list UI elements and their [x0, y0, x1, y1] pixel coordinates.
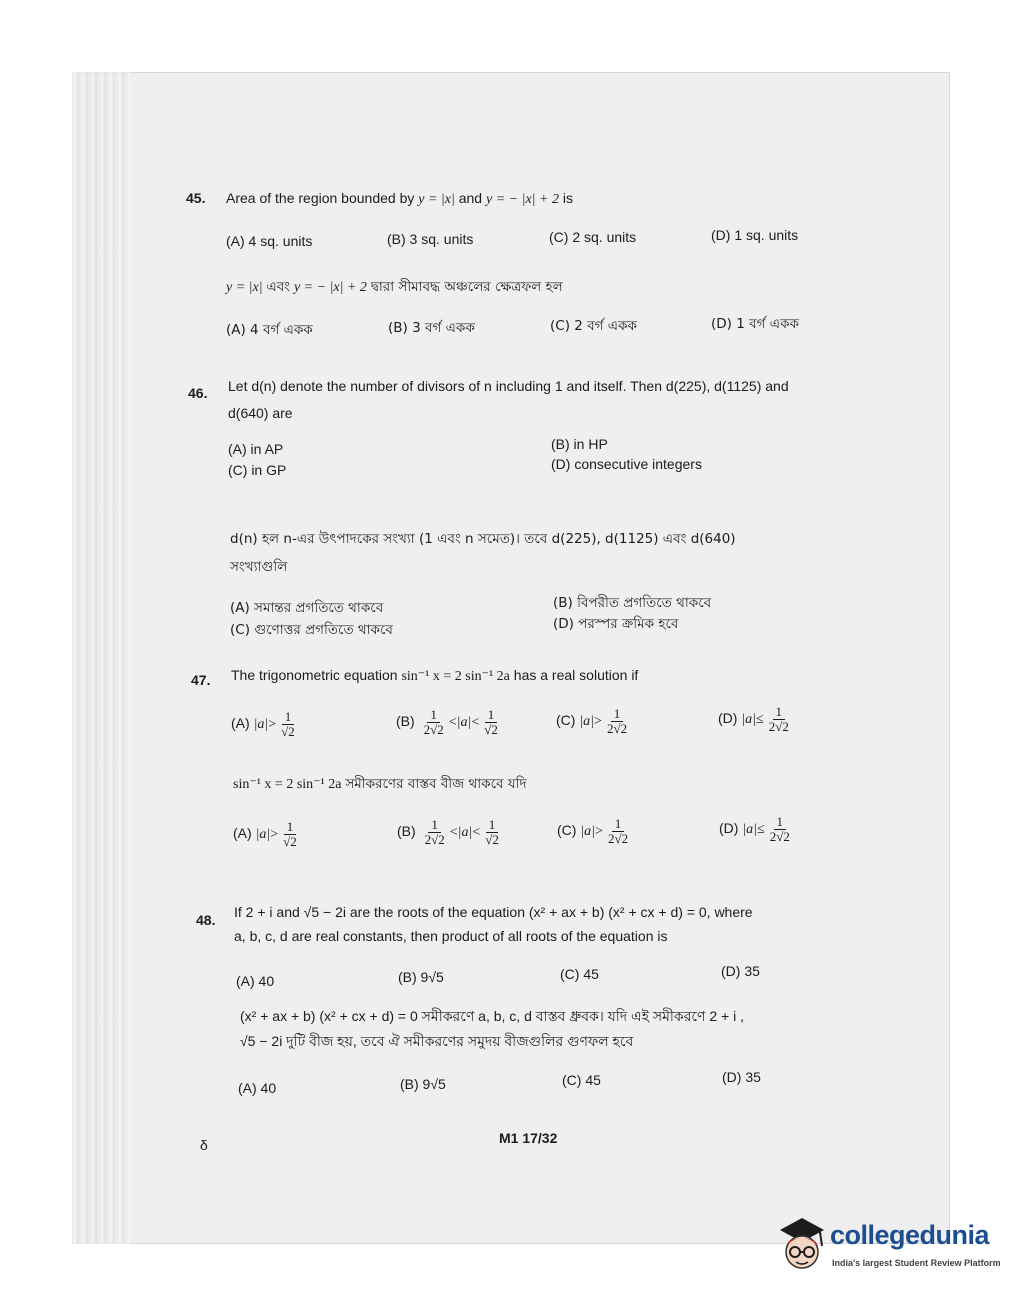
brand-name: collegedunia [830, 1220, 990, 1250]
question-number: 47. [191, 672, 211, 688]
option-c: (C) 2 sq. units [549, 229, 637, 245]
option-b-bn: (B) 3 বর্গ একক [388, 320, 475, 336]
brand-tagline: India's largest Student Review Platform [832, 1258, 1001, 1268]
option-a: (A) 40 [236, 973, 275, 989]
question-number: 45. [186, 190, 206, 206]
option-b: (B) 9√5 [398, 969, 444, 985]
option-a-bn: (A) সমান্তর প্রগতিতে থাকবে [230, 600, 384, 616]
option-b: (B) $\frac{1}{2√2}$ <|a|< $\frac{1}{√2}$ [396, 707, 498, 737]
question-number: 48. [196, 912, 216, 928]
option-c-bn: (C) 45 [562, 1072, 601, 1088]
option-d: (D) |a|≤ $\frac{1}{2√2}$ [718, 704, 789, 734]
question-48-text-en-line2: a, b, c, d are real constants, then product of all roots of the equation is [234, 928, 668, 944]
option-c-bn: (C) গুণোত্তর প্রগতিতে থাকবে [230, 622, 393, 638]
option-d-bn: (D) 1 বর্গ একক [711, 316, 799, 332]
option-d-bn: (D) পরস্পর ক্রমিক হবে [553, 616, 679, 632]
brand-watermark [772, 1212, 1002, 1282]
page-corner-mark: δ [200, 1137, 208, 1153]
page-code: M1 17/32 [499, 1130, 558, 1146]
question-48-text-en-line1: If 2 + i and √5 − 2i are the roots of the equation (x² + ax + b) (x² + cx + d) = 0, where [234, 904, 753, 920]
option-a-bn: (A) 4 বর্গ একক [226, 322, 313, 338]
option-b-bn: (B) বিপরীত প্রগতিতে থাকবে [553, 595, 712, 611]
option-b: (B) in HP [551, 436, 608, 452]
question-number: 46. [188, 385, 208, 401]
exam-page [72, 72, 950, 1244]
option-a: (A) |a|> $\frac{1}{√2}$ [231, 709, 295, 739]
option-c: (C) 45 [560, 966, 599, 982]
option-d-bn: (D) 35 [722, 1069, 761, 1085]
option-c: (C) |a|> $\frac{1}{2√2}$ [556, 706, 628, 736]
option-c: (C) in GP [228, 462, 287, 478]
page-binding-edge [72, 72, 130, 1244]
option-d-bn: (D) |a|≤ $\frac{1}{2√2}$ [719, 814, 790, 844]
option-c-bn: (C) |a|> $\frac{1}{2√2}$ [557, 816, 629, 846]
question-45-text-bn: y = |x| এবং y = − |x| + 2 দ্বারা সীমাবদ্ধ অঞ্চলের ক্ষেত্রফল হল [226, 279, 563, 295]
question-47-text-en: The trigonometric equation sin⁻¹ x = 2 sin⁻¹ 2a has a real solution if [231, 667, 639, 684]
question-46-text-bn-line1: d(n) হল n-এর উৎপাদকের সংখ্যা (1 এবং n সমেত)। তবে d(225), d(1125) এবং d(640) [230, 531, 736, 547]
option-d: (D) 1 sq. units [711, 227, 799, 243]
option-a: (A) 4 sq. units [226, 233, 313, 249]
option-b-bn: (B) 9√5 [400, 1076, 446, 1092]
question-46-text-en-line1: Let d(n) denote the number of divisors of n including 1 and itself. Then d(225), d(1125) and [228, 378, 789, 394]
question-46-text-en-line2: d(640) are [228, 405, 293, 421]
option-d: (D) 35 [721, 963, 760, 979]
option-a-bn: (A) |a|> $\frac{1}{√2}$ [233, 819, 297, 849]
option-a: (A) in AP [228, 441, 284, 457]
question-48-text-bn-line1: (x² + ax + b) (x² + cx + d) = 0 সমীকরণে a, b, c, d বাস্তব ধ্রুবক। যদি এই সমীকরণে 2 + i , [240, 1008, 745, 1024]
question-46-text-bn-line2: সংখ্যাগুলি [230, 559, 288, 575]
question-47-text-bn: sin⁻¹ x = 2 sin⁻¹ 2a সমীকরণের বাস্তব বীজ থাকবে যদি [233, 776, 527, 792]
question-45-text-en: Area of the region bounded by y = |x| and y = − |x| + 2 is [226, 190, 573, 207]
option-a-bn: (A) 40 [238, 1080, 277, 1096]
option-d: (D) consecutive integers [551, 456, 702, 472]
mascot-logo-icon [772, 1212, 830, 1274]
option-b-bn: (B) $\frac{1}{2√2}$ <|a|< $\frac{1}{√2}$ [397, 817, 499, 847]
option-c-bn: (C) 2 বর্গ একক [550, 318, 637, 334]
option-b: (B) 3 sq. units [387, 231, 474, 247]
question-48-text-bn-line2: √5 − 2i দুটি বীজ হয়, তবে ঐ সমীকরণের সমুদয় বীজগুলির গুণফল হবে [240, 1033, 634, 1049]
